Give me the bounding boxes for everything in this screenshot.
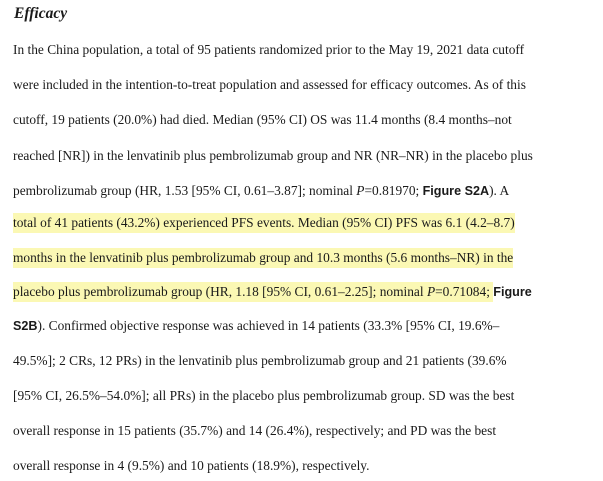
section-heading: Efficacy (14, 5, 68, 22)
text-highlight (13, 282, 493, 302)
paragraph-line: overall response in 15 patients (35.7%) and 14 (26.4%), respectively; and PD was the best (13, 423, 497, 438)
paragraph-line: reached [NR]) in the lenvatinib plus pembrolizumab group and NR (NR–NR) in the placebo plus (13, 148, 533, 163)
figure-reference-link: Figure S2A (422, 184, 490, 198)
line-text: pembrolizumab group (HR, 1.53 [95% CI, 0.61–3.87]; nominal (13, 183, 357, 198)
highlighted-line (13, 282, 532, 302)
paragraph-line (13, 316, 499, 336)
paragraph-line: [95% CI, 26.5%–54.0%]; all PRs) in the placebo plus pembrolizumab group. SD was the best (13, 388, 515, 403)
text-highlight: total of 41 patients (43.2%) experienced PFS events. Median (95% CI) PFS was 6.1 (4.2–8.7) (13, 213, 515, 233)
paragraph-line: overall response in 4 (9.5%) and 10 patients (18.9%), respectively. (13, 458, 370, 473)
p-value-symbol: P (426, 284, 436, 299)
line-text: ). Confirmed objective response was achieved in 14 patients (33.3% [95% CI, 19.6%– (37, 318, 500, 333)
line-text: =0.71084; (435, 284, 494, 299)
paragraph-line: In the China population, a total of 95 patients randomized prior to the May 19, 2021 data cutoff (13, 42, 525, 57)
highlighted-line (13, 213, 515, 233)
paragraph-line (13, 181, 509, 201)
paragraph-line: 49.5%]; 2 CRs, 12 PRs) in the lenvatinib plus pembrolizumab group and 21 patients (39.6% (13, 353, 507, 368)
paragraph-line: cutoff, 19 patients (20.0%) had died. Median (95% CI) OS was 11.4 months (8.4 months–not (13, 112, 512, 127)
p-value-symbol: P (356, 183, 365, 198)
line-text: =0.81970; (364, 183, 423, 198)
line-text: ). A (489, 183, 510, 198)
text-highlight: months in the lenvatinib plus pembrolizumab group and 10.3 months (5.6 months–NR) in the (13, 248, 513, 268)
line-text: placebo plus pembrolizumab group (HR, 1.18 [95% CI, 0.61–2.25]; nominal (13, 284, 427, 299)
figure-reference-link: Figure (493, 285, 532, 299)
paragraph-line: were included in the intention-to-treat population and assessed for efficacy outcomes. As of this (13, 77, 526, 92)
highlighted-line (13, 248, 513, 268)
figure-reference-link: S2B (13, 319, 38, 333)
